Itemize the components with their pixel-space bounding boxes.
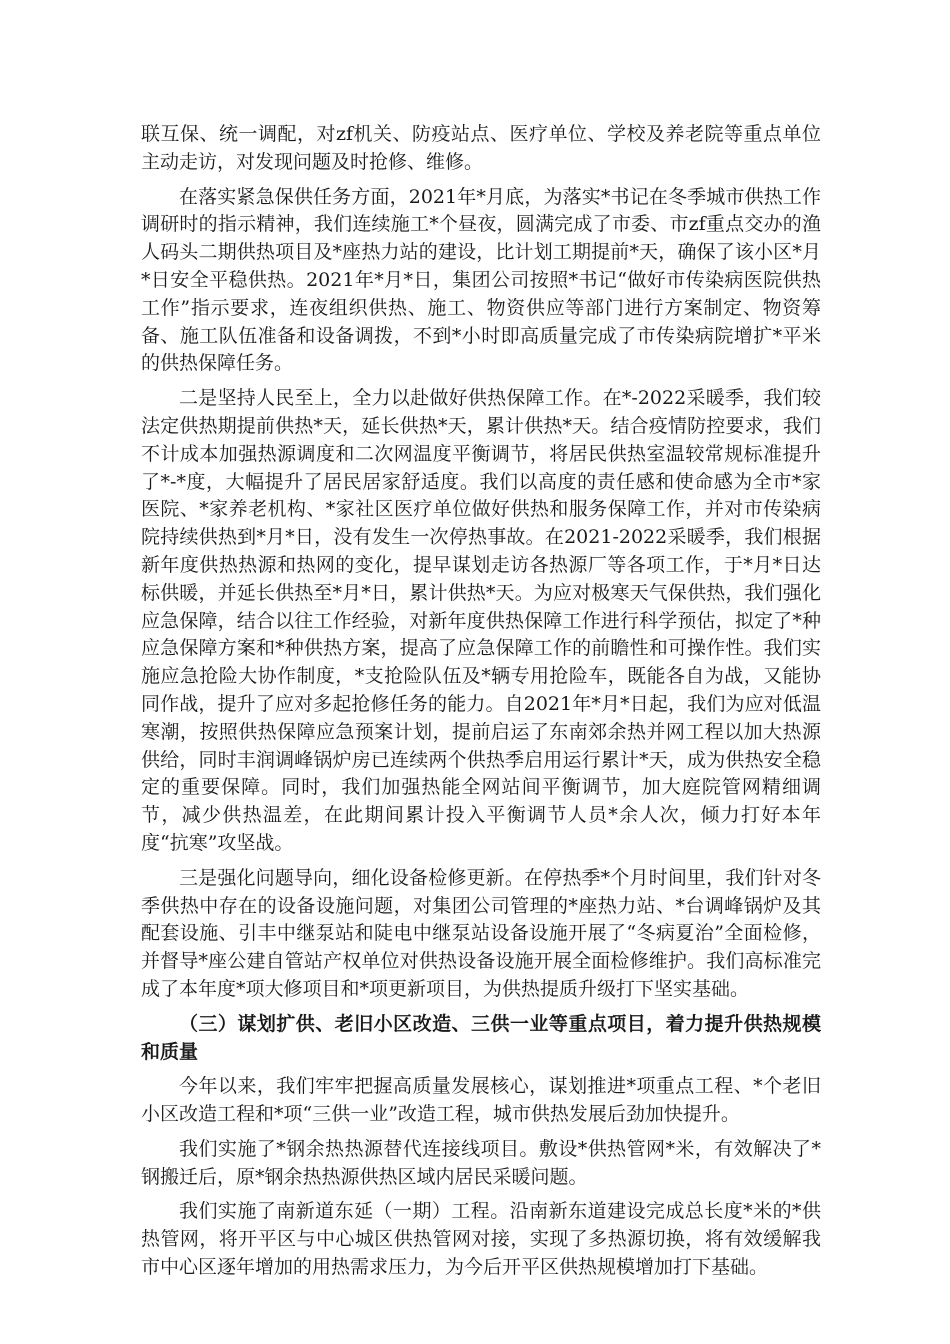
paragraph-steel-heat-source: 我们实施了*钢余热热源替代连接线项目。敷设*供热管网*米，有效解决了*钢搬迁后，原*钢余热热源供热区域内居民采暖问题。 — [141, 1137, 821, 1188]
paragraph-equipment-maintenance: 三是强化问题导向，细化设备检修更新。在停热季*个月时间里，我们针对冬季供热中存在的设备设施问题，对集团公司管理的*座热力站、*台调峰锅炉及其配套设施、引丰中继泵站和陡电中继泵站设备设施开展了“冬病夏治”全面检修，并督导*座公建自管站产权单位对供热设备设施开展全面检修维护。我们高标准完成了本年度*项大修项目和*项更新项目，为供热提质升级打下坚实基础。 — [141, 866, 821, 1000]
paragraph-continuation: 联互保、统一调配，对zf机关、防疫站点、医疗单位、学校及养老院等重点单位主动走访，对发现问题及时抢修、维修。 — [141, 123, 821, 173]
paragraph-nanxin-road: 我们实施了南新道东延（一期）工程。沿南新东道建设完成总长度*米的*供热管网，将开平区与中心城区供热管网对接，实现了多热源切换，将有效缓解我市中心区逐年增加的用热需求压力，为今后开平区供热规模增加打下基础。 — [141, 1200, 821, 1279]
section-heading: （三）谋划扩供、老旧小区改造、三供一业等重点项目，着力提升供热规模和质量 — [141, 1012, 821, 1063]
paragraph-emergency-supply: 在落实紧急保供任务方面，2021年*月底，为落实*书记在冬季城市供热工作调研时的指示精神，我们连续施工*个昼夜，圆满完成了市委、市zf重点交办的渔人码头二期供热项目及*座热力站的建设，比计划工期提前*天，确保了该小区*月*日安全平稳供热。2021年*月*日，集团公司按照*书记“做好市传染病医院供热工作”指示要求，连夜组织供热、施工、物资供应等部门进行方案制定、物资筹备、施工队伍准备和设备调拨，不到*小时即高质量完成了市传染病院增扩*平米的供热保障任务。 — [141, 185, 821, 375]
paragraph-key-projects: 今年以来，我们牢牢把握高质量发展核心，谋划推进*项重点工程、*个老旧小区改造工程和*项“三供一业”改造工程，城市供热发展后劲加快提升。 — [141, 1075, 821, 1126]
paragraph-heating-guarantee: 二是坚持人民至上，全力以赴做好供热保障工作。在*-2022采暖季，我们较法定供热期提前供热*天，延长供热*天，累计供热*天。结合疫情防控要求，我们不计成本加强热源调度和二次网温度平衡调节，将居民供热室温较常规标准提升了*-*度，大幅提升了居民居家舒适度。我们以高度的责任感和使命感为全市*家医院、*家养老机构、*家社区医疗单位做好供热和服务保障工作，并对市传染病院持续供热到*月*日，没有发生一次停热事故。在2021-2022采暖季，我们根据新年度供热热源和热网的变化，提早谋划走访各热源厂等各项工作，于*月*日达标供暖，并延长供热至*月*日，累计供热*天。为应对极寒天气保供热，我们强化应急保障，结合以往工作经验，对新年度供热保障工作进行科学预估，拟定了*种应急保障方案和*种供热方案，提高了应急保障工作的前瞻性和可操作性。我们实施应急抢险大协作制度，*支抢险队伍及*辆专用抢险车，既能各自为战，又能协同作战，提升了应对多起抢修任务的能力。自2021年*月*日起，我们为应对低温寒潮，按照供热保障应急预案计划，提前启运了东南郊余热并网工程以加大热源供给，同时丰润调峰锅炉房已连续两个供热季启用运行累计*天，成为供热安全稳定的重要保障。同时，我们加强热能全网站间平衡调节，加大庭院管网精细调节，减少供热温差，在此期间累计投入平衡调节人员*余人次，倾力打好本年度“抗寒”攻坚战。 — [141, 387, 821, 854]
document-body — [141, 121, 821, 1289]
